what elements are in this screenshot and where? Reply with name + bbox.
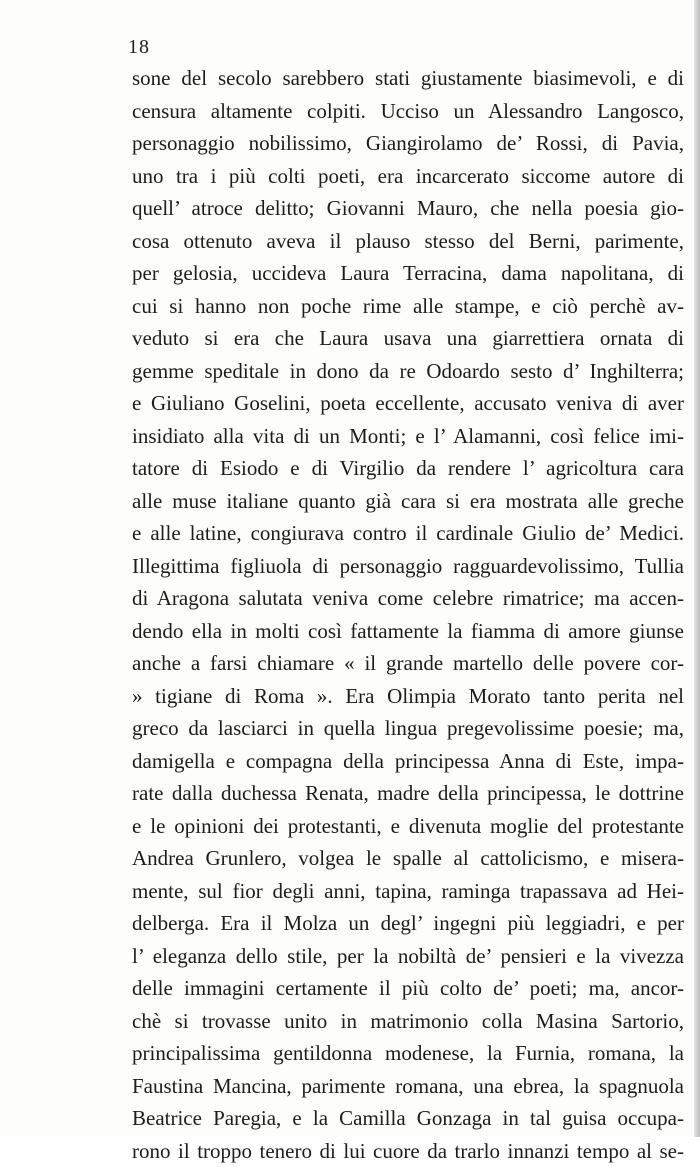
text-line: censura altamente colpiti. Ucciso un Alessandro Langosco, [132, 95, 684, 128]
body-text [132, 62, 684, 1167]
text-line: sone del secolo sarebbero stati giustamente biasimevoli, e di [132, 62, 684, 95]
page-number: 18 [128, 36, 150, 59]
text-line: insidiato alla vita di un Monti; e l’ Alamanni, così felice imi- [132, 420, 684, 453]
text-line: tatore di Esiodo e di Virgilio da rendere l’ agricoltura cara [132, 452, 684, 485]
text-line: uno tra i più colti poeti, era incarcerato siccome autore di [132, 160, 684, 193]
text-line: e le opinioni dei protestanti, e divenuta moglie del protestante [132, 810, 684, 843]
text-line: Andrea Grunlero, volgea le spalle al cattolicismo, e misera- [132, 842, 684, 875]
text-line: alle muse italiane quanto già cara si era mostrata alle greche [132, 485, 684, 518]
text-line: personaggio nobilissimo, Giangirolamo de’ Rossi, di Pavia, [132, 127, 684, 160]
text-line: anche a farsi chiamare « il grande martello delle povere cor- [132, 647, 684, 680]
text-line: dendo ella in molti così fattamente la fiamma di amore giunse [132, 615, 684, 648]
text-line: greco da lasciarci in quella lingua pregevolissime poesie; ma, [132, 712, 684, 745]
text-line: delberga. Era il Molza un degl’ ingegni più leggiadri, e per [132, 907, 684, 940]
text-line: gemme speditale in dono da re Odoardo sesto d’ Inghilterra; [132, 355, 684, 388]
text-line: e alle latine, congiurava contro il cardinale Giulio de’ Medici. [132, 517, 684, 550]
text-line: Beatrice Paregia, e la Camilla Gonzaga in tal guisa occupa- [132, 1102, 684, 1135]
text-line: e Giuliano Goselini, poeta eccellente, accusato veniva di aver [132, 387, 684, 420]
text-line: delle immagini certamente il più colto de’ poeti; ma, ancor- [132, 972, 684, 1005]
text-line: quell’ atroce delitto; Giovanni Mauro, che nella poesia gio- [132, 192, 684, 225]
text-line: cosa ottenuto aveva il plauso stesso del Berni, parimente, [132, 225, 684, 258]
text-line: » tigiane di Roma ». Era Olimpia Morato tanto perita nel [132, 680, 684, 713]
text-line: Illegittima figliuola di personaggio ragguardevolissimo, Tullia [132, 550, 684, 583]
text-line: Faustina Mancina, parimente romana, una ebrea, la spagnuola [132, 1070, 684, 1103]
text-line: l’ eleganza dello stile, per la nobiltà de’ pensieri e la vivezza [132, 940, 684, 973]
text-line: di Aragona salutata veniva come celebre rimatrice; ma accen- [132, 582, 684, 615]
text-line: principalissima gentildonna modenese, la Furnia, romana, la [132, 1037, 684, 1070]
text-line: damigella e compagna della principessa Anna di Este, impa- [132, 745, 684, 778]
text-line: mente, sul fior degli anni, tapina, raminga trapassava ad Hei- [132, 875, 684, 908]
text-line: chè si trovasse unito in matrimonio colla Masina Sartorio, [132, 1005, 684, 1038]
text-line: per gelosia, uccideva Laura Terracina, dama napolitana, di [132, 257, 684, 290]
text-line: cui si hanno non poche rime alle stampe, e ciò perchè av- [132, 290, 684, 323]
text-line: veduto si era che Laura usava una giarrettiera ornata di [132, 322, 684, 355]
text-line: rate dalla duchessa Renata, madre della principessa, le dottrine [132, 777, 684, 810]
page-edge-shadow [694, 0, 700, 1137]
text-line: rono il troppo tenero di lui cuore da trarlo innanzi tempo al se- [132, 1135, 684, 1167]
